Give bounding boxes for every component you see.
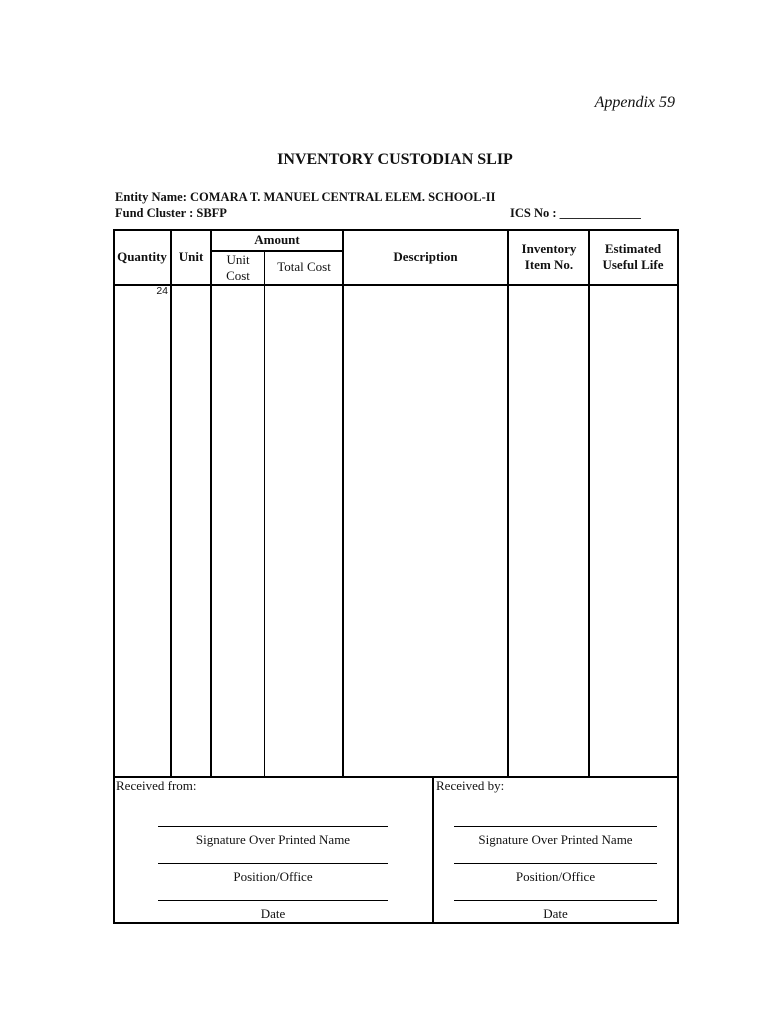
signature-caption: Signature Over Printed Name xyxy=(478,832,633,847)
col-divider-total-cost xyxy=(264,251,265,778)
table-right-border xyxy=(677,229,679,924)
position-caption: Position/Office xyxy=(515,869,596,884)
fund-cluster: Fund Cluster : SBFP xyxy=(115,206,227,220)
footer-middle-divider xyxy=(432,776,434,924)
header-unit: Unit xyxy=(178,249,204,264)
date-line xyxy=(158,900,388,901)
header-divider xyxy=(113,284,679,286)
header-estimated-useful-life: Estimated Useful Life xyxy=(602,241,664,272)
table-top-border xyxy=(113,229,679,231)
form-title: INVENTORY CUSTODIAN SLIP xyxy=(277,151,513,168)
table-left-border xyxy=(113,229,115,924)
received-by-label: Received by: xyxy=(436,778,505,793)
cell-quantity: 24 xyxy=(156,285,168,297)
col-divider-unit-cost xyxy=(210,229,212,778)
header-unit-cost: Unit Cost xyxy=(226,252,250,283)
date-caption: Date xyxy=(543,906,568,921)
entity-name: Entity Name: COMARA T. MANUEL CENTRAL ELEM. SCHOOL-II xyxy=(115,190,496,204)
position-line xyxy=(158,863,388,864)
header-quantity: Quantity xyxy=(117,249,167,264)
signature-caption: Signature Over Printed Name xyxy=(195,832,351,847)
date-line xyxy=(454,900,657,901)
position-line xyxy=(454,863,657,864)
date-caption: Date xyxy=(260,906,286,921)
header-amount: Amount xyxy=(254,232,300,247)
signature-line xyxy=(158,826,388,827)
ics-number: ICS No : _____________ xyxy=(510,206,641,220)
col-divider-useful-life xyxy=(588,229,590,778)
footer-divider xyxy=(113,776,679,778)
appendix-label: Appendix 59 xyxy=(594,94,675,111)
header-description: Description xyxy=(393,249,458,264)
header-total-cost: Total Cost xyxy=(277,259,331,274)
col-divider-inventory xyxy=(507,229,509,778)
col-divider-description xyxy=(342,229,344,778)
position-caption: Position/Office xyxy=(233,869,313,884)
received-from-label: Received from: xyxy=(116,778,197,793)
header-inventory-item-no: Inventory Item No. xyxy=(521,241,577,272)
signature-line xyxy=(454,826,657,827)
table-bottom-border xyxy=(113,922,679,924)
col-divider-unit xyxy=(170,229,172,778)
